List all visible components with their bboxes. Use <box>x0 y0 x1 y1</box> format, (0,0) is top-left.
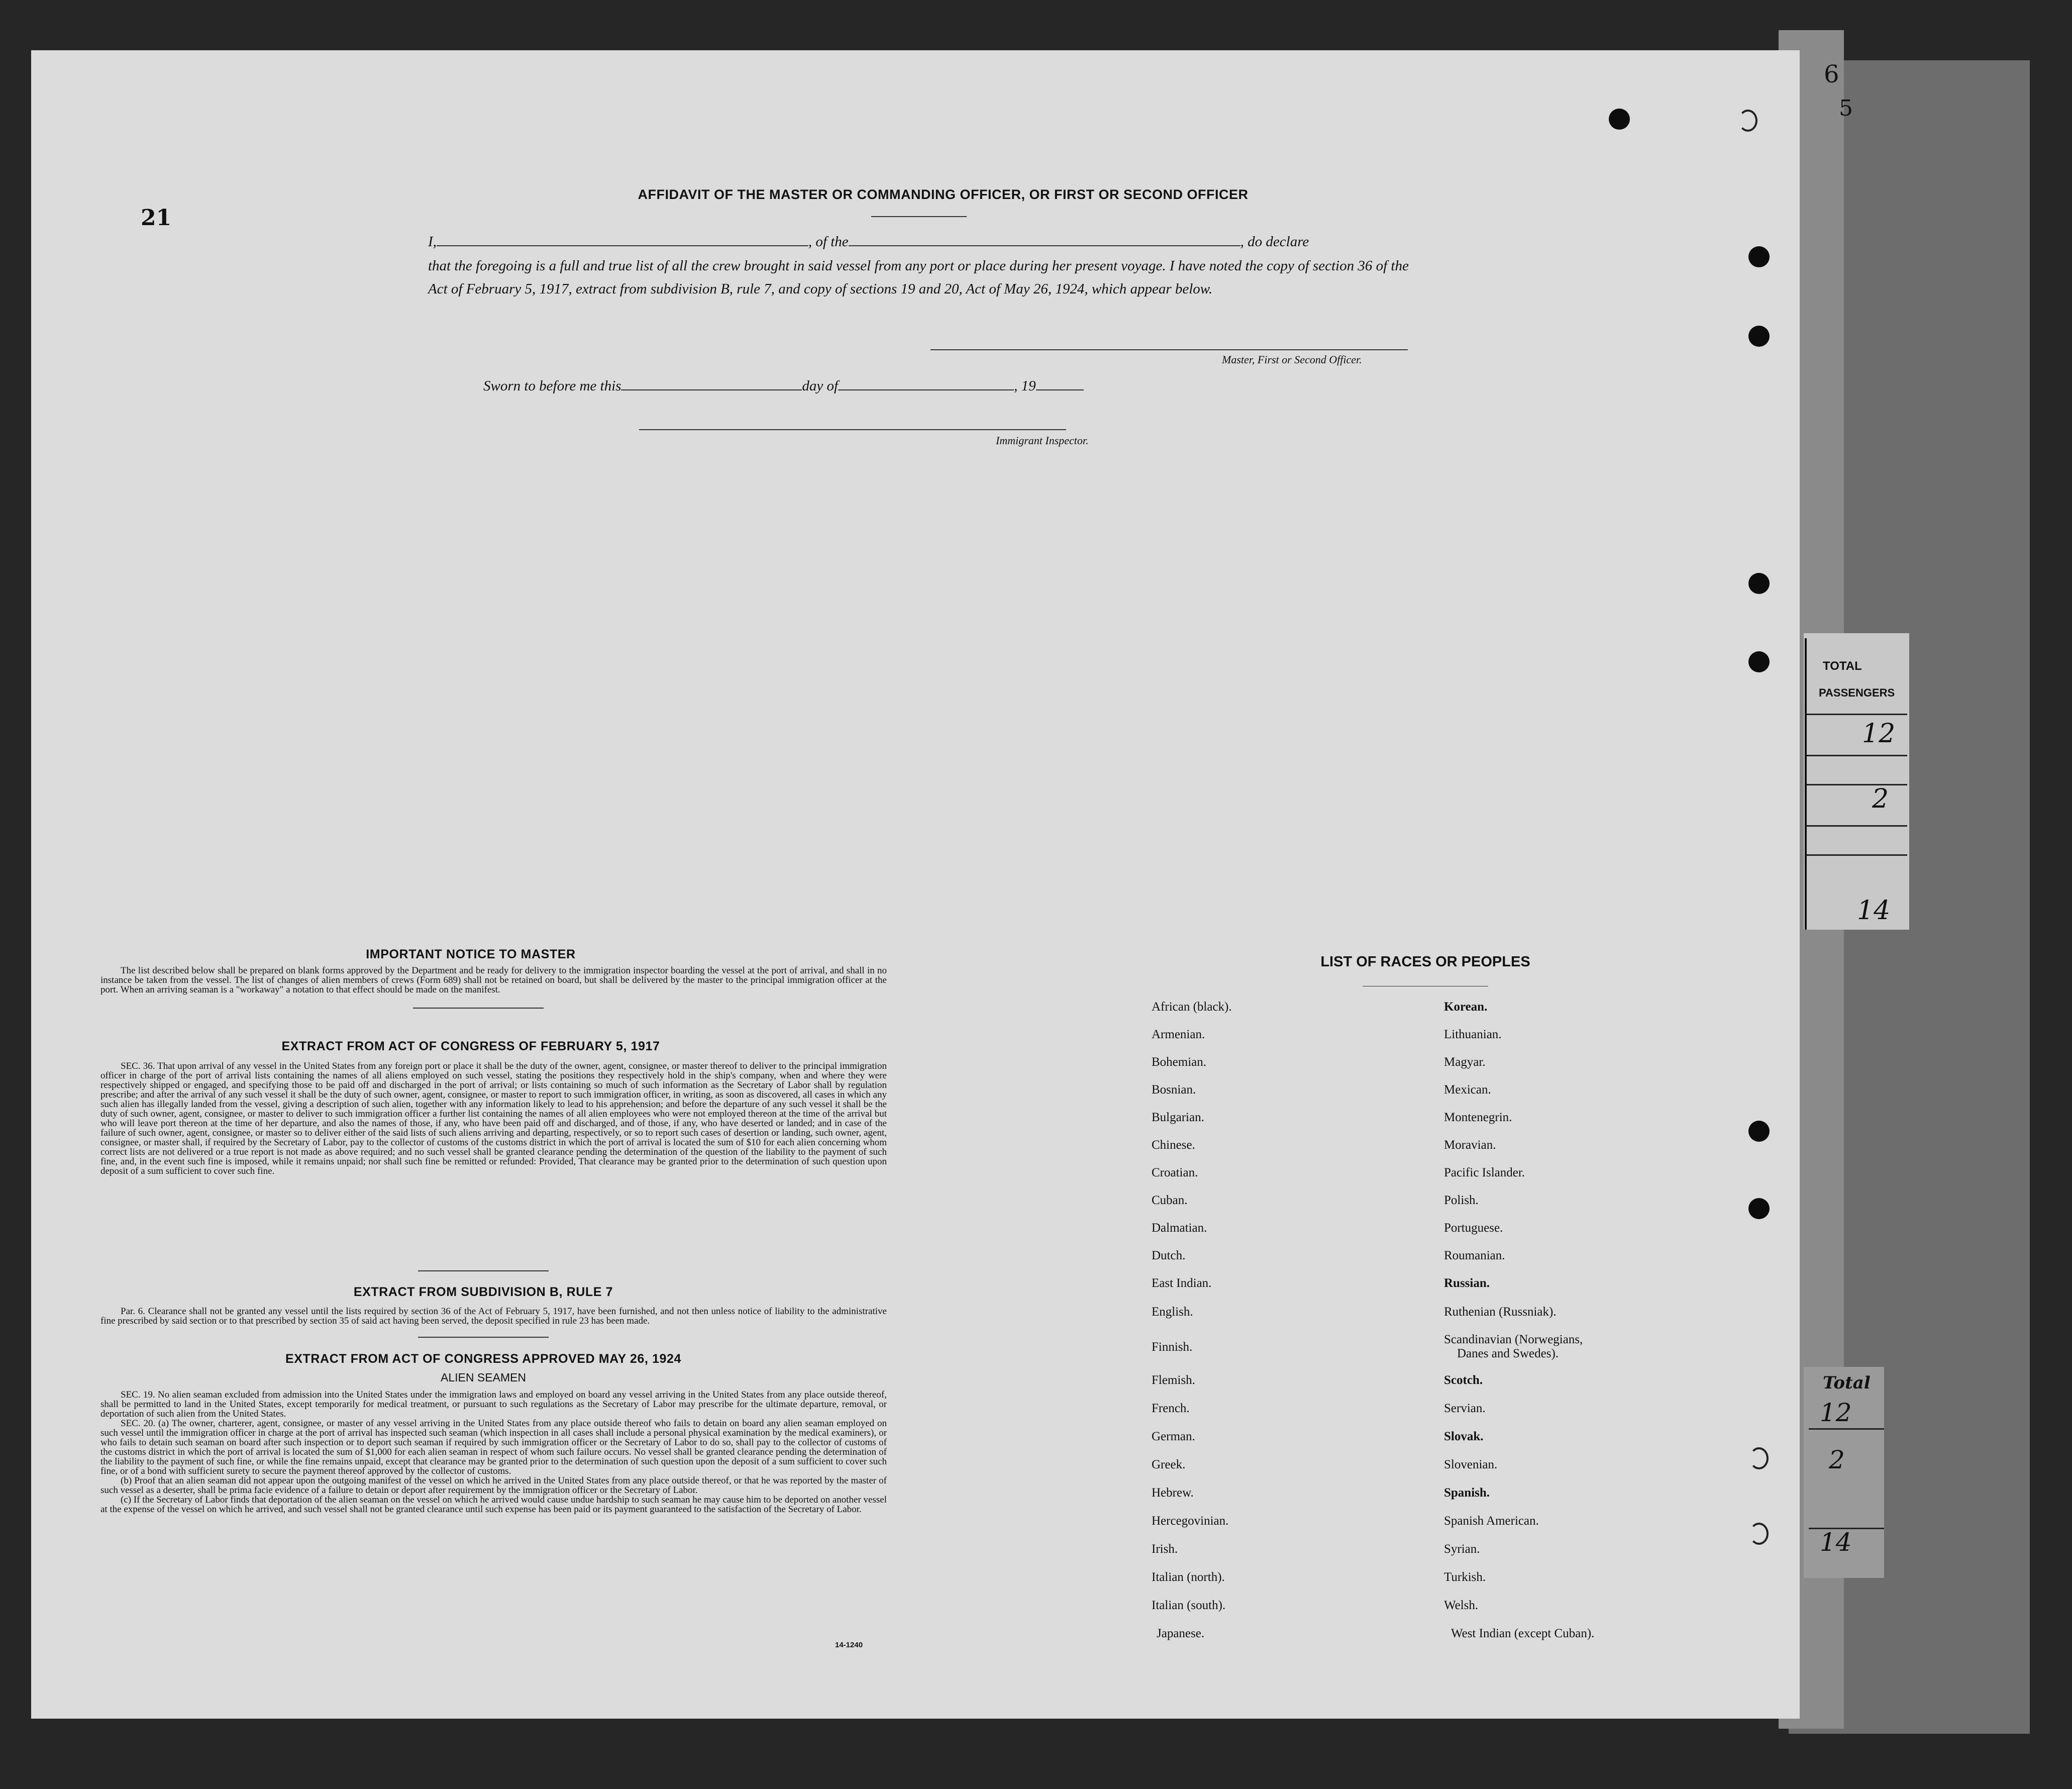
race-item: Hercegovinian. <box>1152 1514 1229 1528</box>
strip-rule <box>1807 714 1907 715</box>
section-divider <box>418 1337 549 1338</box>
race-item: Slovenian. <box>1444 1458 1498 1471</box>
race-item: Spanish. <box>1444 1486 1490 1500</box>
vessel-blank <box>849 245 1240 246</box>
extract-1924-title: EXTRACT FROM ACT OF CONGRESS APPROVED MAY 26, 1924 <box>285 1352 682 1366</box>
sec19-text: SEC. 19. No alien seaman excluded from admission into the United States under the immigration laws and employed on board any vessel arriving in the United States from any place outside thereof, shall be permitted to land in the United States, except temporarily for medical treatment, or pursuant to such regulations as the Secretary of Labor may prescribe for the ultimate departure, removal, or deportation of such alien from the United States. <box>100 1389 887 1419</box>
name-blank <box>437 245 808 246</box>
race-item: Dutch. <box>1152 1249 1186 1262</box>
rule7-text: Par. 6. Clearance shall not be granted any vessel until the lists required by section 36 of the Act of February 5, 1917, have been furnished, and not then unless notice of liability to the administrative fine prescribed by said section or to that prescribed by section 35 of said act having been served, the deposit specified in rule 23 has been made. <box>100 1306 887 1326</box>
affidavit-title: AFFIDAVIT OF THE MASTER OR COMMANDING OFFICER, OR FIRST OR SECOND OFFICER <box>638 187 1249 202</box>
race-item: Croatian. <box>1152 1166 1198 1179</box>
punch-hole <box>1738 110 1757 132</box>
strip-rule <box>1807 784 1907 785</box>
race-item: Moravian. <box>1444 1138 1496 1152</box>
race-item: Montenegrin. <box>1444 1111 1512 1124</box>
race-item: Magyar. <box>1444 1055 1486 1069</box>
punch-hole <box>1748 651 1770 672</box>
race-item: Armenian. <box>1152 1028 1205 1041</box>
sec20b-text: (b) Proof that an alien seaman did not appear upon the outgoing manifest of the vessel on which he arrived in the United States from any place outside thereof, or that he was reported by the master of such vessel as a deserter, shall be prima facie evidence of a failure to detain or deport after requirement by the immigration officer or the Secretary of Labor. <box>100 1475 887 1496</box>
side-strip-table <box>1805 638 1907 930</box>
strip-lower-label: Total <box>1823 1373 1871 1393</box>
notice-body <box>100 966 887 995</box>
extract-rule7-body <box>100 1307 887 1326</box>
alien-seamen-subtitle: ALIEN SEAMEN <box>441 1371 526 1384</box>
race-item: Syrian. <box>1444 1542 1480 1556</box>
affidavit-of-the: , of the <box>808 234 849 250</box>
race-item: Greek. <box>1152 1458 1186 1471</box>
strip-rule <box>1807 854 1907 856</box>
signature-label: Master, First or Second Officer. <box>1222 353 1362 366</box>
corner-number-2: 5 <box>1839 95 1853 121</box>
strip-rule <box>1807 825 1907 827</box>
strip-header-passengers: PASSENGERS <box>1819 686 1895 699</box>
race-item: Italian (north). <box>1152 1570 1225 1584</box>
sworn-line <box>483 378 1084 394</box>
race-item: West Indian (except Cuban). <box>1451 1627 1595 1640</box>
race-item: Bohemian. <box>1152 1055 1207 1069</box>
sworn-year: , 19 <box>1014 378 1036 394</box>
notice-text: The list described below shall be prepared on blank forms approved by the Department and be ready for delivery to the immigration inspector boarding the vessel at the port of arrival, and shall in no instance be taken from the vessel. The list of changes of alien members of crews (Form 689) shall not be retained on board, but shall be delivered by the master to the principal immigration officer at the port. When an arriving seaman is a "workaway" a notation to that effect should be made on the manifest. <box>100 965 887 995</box>
extract-1924-body <box>100 1390 887 1514</box>
race-item: Japanese. <box>1157 1627 1205 1640</box>
inspector-line <box>639 429 1066 430</box>
strip-lower-value-1: 12 <box>1820 1398 1852 1427</box>
extract-rule7-title: EXTRACT FROM SUBDIVISION B, RULE 7 <box>353 1285 613 1299</box>
punch-hole <box>1748 573 1770 594</box>
corner-number: 6 <box>1824 60 1839 88</box>
race-item: Mexican. <box>1444 1083 1491 1097</box>
race-item: Polish. <box>1444 1194 1479 1207</box>
punch-hole <box>1748 246 1770 267</box>
race-item: Scotch. <box>1444 1373 1483 1387</box>
race-item: Servian. <box>1444 1402 1486 1415</box>
section-divider <box>413 1008 544 1009</box>
notice-title: IMPORTANT NOTICE TO MASTER <box>366 947 576 961</box>
race-item: Bosnian. <box>1152 1083 1196 1097</box>
strip-value-2: 2 <box>1872 784 1889 814</box>
extract-1917-body <box>100 1061 887 1176</box>
sec36-text: SEC. 36. That upon arrival of any vessel in the United States from any foreign port or place it shall be the duty of the owner, agent, consignee, or master thereof to deliver to the principal immigration officer in charge of the port of arrival lists containing the names of all aliens employed on such vessel, stating the positions they respectively hold in the ship's company, when and where they were respectively shipped or engaged, and specifying those to be paid off and discharged in the port of arrival; or lists containing so much of such information as the Secretary of Labor shall by regulation prescribe; and after the arrival of any such vessel it shall be the duty of such owner, agent, consignee, or master to report to such immigration officer, in writing, as soon as discovered, all cases in which any such alien has illegally landed from the vessel, giving a description of such alien, together with any information likely to lead to his apprehension; and before the departure of any such vessel it shall be the duty of such owner, agent, consignee, or master to deliver to such immigration officer a further list containing the names of all alien employees who were not employed thereon at the time of the arrival but who will leave port thereon at the time of her departure, and also the names of those, if any, who have been paid off and discharged, and of those, if any, who have deserted or landed; and in case of the failure of such owner, agent, consignee, or master so to deliver either of the said lists of such aliens arriving and departing, respectively, or so to report such cases of desertion or landing, such owner, agent, consignee, or master shall, if required by the Secretary of Labor, pay to the collector of customs of the customs district in which the port of arrival is located the sum of $10 for each alien concerning whom correct lists are not delivered or a true report is not made as above required; and no such vessel shall be granted clearance pending the determination of the question of the liability to the payment of such fine, and, in the event such fine is imposed, while it remains unpaid; nor shall such fine be remitted or refunded: Provided, That clearance may be granted prior to the determination of such question upon deposit of a sum sufficient to cover such fine. <box>100 1061 887 1176</box>
form-number: 14-1240 <box>835 1641 863 1649</box>
punch-hole <box>1748 1198 1770 1219</box>
race-item: Flemish. <box>1152 1373 1195 1387</box>
strip-value-3: 14 <box>1857 896 1891 926</box>
race-item: Italian (south). <box>1152 1599 1226 1612</box>
race-item: East Indian. <box>1152 1276 1212 1290</box>
signature-line <box>930 349 1408 350</box>
race-item: Hebrew. <box>1152 1486 1194 1500</box>
affidavit-declare: , do declare <box>1240 234 1309 250</box>
affidavit-line-1 <box>428 230 1413 253</box>
punch-hole <box>1748 326 1770 347</box>
document-page <box>31 50 1800 1719</box>
year-blank <box>1036 389 1084 390</box>
race-item: Scandinavian (Norwegians, <box>1444 1333 1583 1346</box>
punch-hole <box>1609 109 1630 130</box>
strip-header-total: TOTAL <box>1823 659 1862 673</box>
races-title: LIST OF RACES OR PEOPLES <box>1320 954 1530 970</box>
strip-value-1: 12 <box>1862 719 1896 749</box>
race-item: Russian. <box>1444 1276 1490 1290</box>
extract-1917-title: EXTRACT FROM ACT OF CONGRESS OF FEBRUARY 5, 1917 <box>281 1039 660 1053</box>
punch-hole <box>1749 1523 1769 1545</box>
race-item: Bulgarian. <box>1152 1111 1204 1124</box>
affidavit-i: I, <box>428 234 437 250</box>
race-item: Welsh. <box>1444 1599 1479 1612</box>
punch-hole <box>1748 1121 1770 1142</box>
strip-rule <box>1807 755 1907 756</box>
race-item: Chinese. <box>1152 1138 1195 1152</box>
race-item: Slovak. <box>1444 1430 1484 1443</box>
race-item: Dalmatian. <box>1152 1221 1207 1235</box>
day-blank <box>621 389 802 390</box>
sec20a-text: SEC. 20. (a) The owner, charterer, agent, consignee, or master of any vessel arriving in the United States from any place outside thereof who fails to detain on board any alien seaman employed on such vessel until the immigration officer in charge at the port of arrival has inspected such seaman (which inspection in all cases shall include a personal physical examination by the medical examiners), or who fails to detain such seaman on board after such inspection or to deport such seaman if required by such immigration officer or the Secretary of Labor to do so, shall pay to the collector of customs of the customs district in which the port of arrival is located the sum of $1,000 for each alien seaman in respect of whom such failure occurs. No vessel shall be granted clearance pending the determination of the liability to the payment of such fine, or while the fine remains unpaid, except that clearance may be granted prior to the determination of such question upon the deposit of a sum sufficient to cover such fine, or of a bond with sufficient surety to secure the payment thereof approved by the collector of customs. <box>100 1418 887 1476</box>
race-item: Roumanian. <box>1444 1249 1505 1262</box>
race-item: Turkish. <box>1444 1570 1486 1584</box>
strip-lower-value-3: 14 <box>1820 1528 1852 1557</box>
strip-lower-rule <box>1809 1428 1884 1430</box>
sworn-day: day of <box>802 378 839 394</box>
race-item: Pacific Islander. <box>1444 1166 1525 1179</box>
race-item: Finnish. <box>1152 1340 1193 1354</box>
race-item: Lithuanian. <box>1444 1028 1502 1041</box>
sec20c-text: (c) If the Secretary of Labor finds that deportation of the alien seaman on the vessel on which he arrived would cause undue hardship to such seaman he may cause him to be deported on another vessel at the expense of the vessel on which he arrived, and such vessel shall not be granted clearance until such expense has been paid or its payment guaranteed to the satisfaction of the Secretary of Labor. <box>100 1495 887 1515</box>
inspector-label: Immigrant Inspector. <box>996 434 1089 447</box>
race-item: German. <box>1152 1430 1195 1443</box>
race-item: Spanish American. <box>1444 1514 1539 1528</box>
race-item: Ruthenian (Russniak). <box>1444 1305 1557 1319</box>
sworn-prefix: Sworn to before me this <box>483 378 621 394</box>
race-item: Korean. <box>1444 1000 1488 1014</box>
title-rule <box>871 216 967 217</box>
punch-hole <box>1749 1447 1769 1469</box>
strip-lower-value-2: 2 <box>1829 1445 1845 1474</box>
section-divider <box>418 1270 549 1271</box>
race-item: English. <box>1152 1305 1193 1319</box>
race-item: Portuguese. <box>1444 1221 1503 1235</box>
race-item: Danes and Swedes). <box>1457 1347 1559 1360</box>
race-item: Cuban. <box>1152 1194 1188 1207</box>
race-item: African (black). <box>1152 1000 1232 1014</box>
month-blank <box>838 389 1014 390</box>
race-item: French. <box>1152 1402 1190 1415</box>
margin-mark: 21 <box>141 205 172 231</box>
affidavit-paragraph: that the foregoing is a full and true list of all the crew brought in said vessel from any port or place during her present voyage. I have noted the copy of section 36 of the Act of February 5, 1917, extract from subdivision B, rule 7, and copy of sections 19 and 20, Act of May 26, 1924, which appear below. <box>428 258 1409 297</box>
race-item: Irish. <box>1152 1542 1178 1556</box>
